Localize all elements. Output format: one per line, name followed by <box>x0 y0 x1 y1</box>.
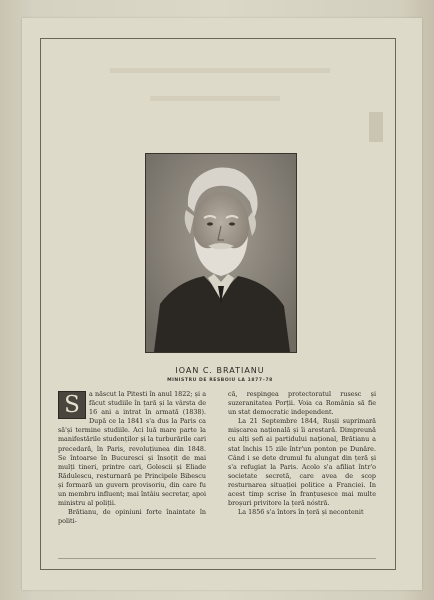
article-paragraph: La 1856 s'a întors în țeră și necontenit <box>238 508 364 517</box>
show-through-subheading <box>150 96 280 101</box>
article-paragraph: că, respingea protectoratul rusesc și suzeranitatea Porții. Voia ca România să fie un stat democratic independent. <box>228 390 376 417</box>
decorative-initial: S <box>58 391 86 419</box>
article-paragraph: Brătianu, de opiniuni forte înaintate în politi- <box>58 508 206 526</box>
show-through-mark <box>369 112 383 142</box>
article-paragraph: La 21 Septembre 1844, Rușii suprimară mișcarea națională și îi arestară. Dimpreună cu alți șefi ai partidului național, Brătianu a stat închis 15 zile într'un ponton pe Dunăre. Când i se dete drumul fu alungat din țeră și s'a refugiat la Paris. Acolo s'a afiliat într'o societate secretă, care avea de scop resturnarea situației politice a Franciei. In acest timp scrise în franțusesce mai multe broșuri privitore la țeră nóstră. <box>228 417 376 508</box>
portrait-caption-name: IOAN C. BRATIANU <box>175 366 265 375</box>
bottom-rule <box>58 558 376 559</box>
article-paragraph: a născut la Pitesti în anul 1822; și a făcut studiile în țară și la vârsta de 16 ani a intrat în armată (1838). După ce la 1841 s'a dus la Paris ca să'și termine studiile. Aci luă mare parte la manifestările studenților și la turburările cari precedară, în Paris, revoluțiunea din 1848. Se întoarse în Bucuresci și însoțit de mai mulți tineri, printre cari, Golescii și Eliade Rădulescu, resturnară pe Principele Bibescu și formară un guvern provisoriu, din care fu un membru influent; mai întâiu secretar, apoi ministru al poliții. <box>58 390 206 508</box>
article-column-right <box>228 390 376 517</box>
show-through-heading <box>110 68 330 73</box>
portrait-photograph <box>145 153 297 353</box>
article-column-left <box>58 390 206 526</box>
portrait-caption-role: MINISTRU DE RESBOIU LA 1877–78 <box>167 378 273 383</box>
